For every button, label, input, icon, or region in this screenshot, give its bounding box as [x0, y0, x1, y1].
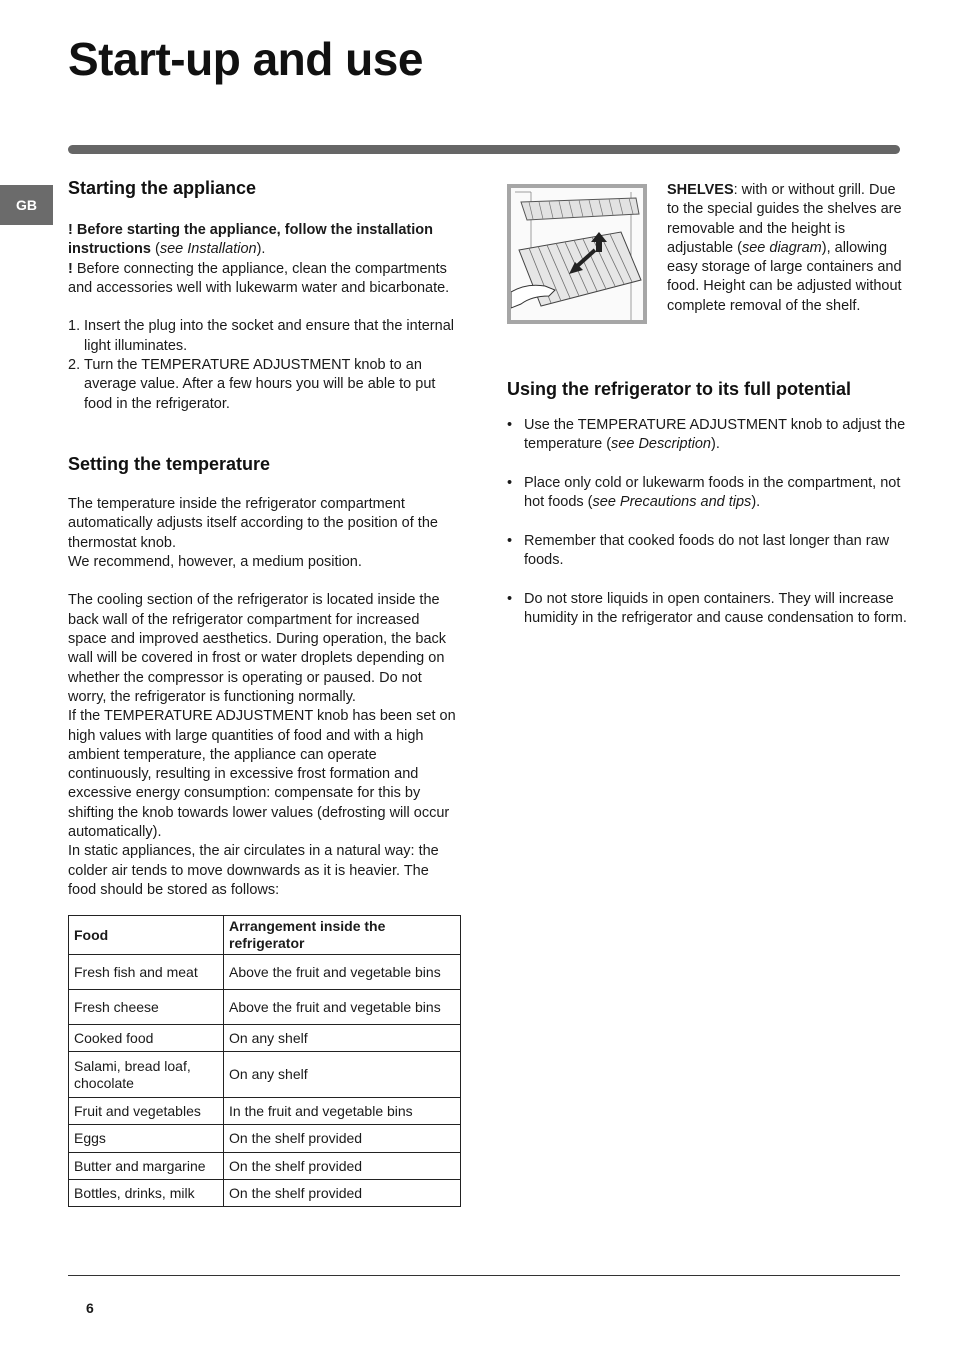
- table-cell: In the fruit and vegetable bins: [224, 1098, 461, 1125]
- temperature-paragraph: In static appliances, the air circulates in a natural way: the colder air tends to move downwards as it is heavier. The food should be stored as follows:: [68, 843, 439, 898]
- table-header-cell: Arrangement inside the refrigerator: [224, 916, 461, 955]
- table-row: [69, 990, 461, 1025]
- table-cell: Salami, bread loaf, chocolate: [69, 1052, 224, 1098]
- cleaning-warning: ! Before connecting the appliance, clean the compartments and accessories well with lukewarm water and bicarbonate.: [68, 260, 450, 296]
- shelf-adjust-illustration-icon: [511, 188, 643, 320]
- potential-heading: Using the refrigerator to its full potential: [507, 379, 852, 399]
- installation-warning: ! Before starting the appliance, follow the installation instructions (see Installation).: [68, 222, 433, 258]
- list-item: • Place only cold or lukewarm foods in the compartment, not hot foods (see Precautions and tips).: [507, 474, 907, 513]
- list-item: • Use the TEMPERATURE ADJUSTMENT knob to adjust the temperature (see Description).: [507, 416, 907, 455]
- table-cell: Fresh cheese: [69, 990, 224, 1025]
- table-cell: Above the fruit and vegetable bins: [224, 955, 461, 990]
- table-header-cell: Food: [69, 916, 224, 955]
- food-storage-table: [68, 915, 461, 1207]
- table-cell: On the shelf provided: [224, 1153, 461, 1180]
- table-row: [69, 1098, 461, 1125]
- page-title: Start-up and use: [68, 33, 423, 85]
- temperature-heading: Setting the temperature: [68, 453, 271, 474]
- list-item: • Do not store liquids in open containers. They will increase humidity in the refrigerator and cause condensation to form.: [507, 590, 907, 629]
- usage-tips-list: [507, 416, 907, 628]
- table-cell: On any shelf: [224, 1052, 461, 1098]
- table-cell: Bottles, drinks, milk: [69, 1180, 224, 1207]
- header-divider: [68, 145, 900, 154]
- table-cell: On the shelf provided: [224, 1180, 461, 1207]
- table-row: [69, 955, 461, 990]
- right-column: [507, 176, 907, 648]
- table-row: [69, 1052, 461, 1098]
- footer-divider: [68, 1275, 900, 1276]
- table-cell: Cooked food: [69, 1025, 224, 1052]
- table-row: [69, 1125, 461, 1153]
- table-cell: Fresh fish and meat: [69, 955, 224, 990]
- list-item: • Remember that cooked foods do not last longer than raw foods.: [507, 532, 907, 571]
- table-cell: Butter and margarine: [69, 1153, 224, 1180]
- temperature-paragraph: The cooling section of the refrigerator is located inside the back wall of the refrigerator compartment for increased space and improved aesthetics. During operation, the back wall will be covered in frost or water droplets depending on whether the compressor is operating or paused. Do not worry, the refrigerator is functioning normally.: [68, 592, 447, 705]
- table-cell: Eggs: [69, 1125, 224, 1153]
- table-row: [69, 1153, 461, 1180]
- startup-steps: [68, 317, 460, 413]
- table-row: [69, 1025, 461, 1052]
- table-row: [69, 1180, 461, 1207]
- shelves-description: SHELVES: with or without grill. Due to the special guides the shelves are removable and the height is adjustable (see diagram), allowing easy storage of large containers and food. Height can be adjusted without complete removal of the shelf.: [667, 182, 902, 314]
- table-cell: On any shelf: [224, 1025, 461, 1052]
- left-column: [68, 176, 460, 1207]
- temperature-paragraph: The temperature inside the refrigerator compartment automatically adjusts itself according to the position of the thermostat knob.: [68, 495, 438, 551]
- table-cell: Fruit and vegetables: [69, 1098, 224, 1125]
- table-cell: On the shelf provided: [224, 1125, 461, 1153]
- list-item: 1. Insert the plug into the socket and ensure that the internal light illuminates.: [68, 318, 454, 354]
- shelf-diagram: [507, 184, 647, 324]
- temperature-paragraph: We recommend, however, a medium position.: [68, 553, 362, 570]
- table-cell: Above the fruit and vegetable bins: [224, 990, 461, 1025]
- shelves-section: [507, 176, 907, 341]
- language-tab: GB: [0, 185, 53, 225]
- page-number: 6: [86, 1300, 94, 1316]
- list-item: 2. Turn the TEMPERATURE ADJUSTMENT knob to an average value. After a few hours you will be able to put food in the refrigerator.: [68, 357, 436, 412]
- temperature-paragraph: If the TEMPERATURE ADJUSTMENT knob has been set on high values with large quantities of food and with a high ambient temperature, the appliance can operate continuously, resulting in excessive frost formation and excessive energy consumption: compensate for this by shifting the knob towards lower values (defrosting will occur automatically).: [68, 708, 456, 841]
- starting-heading: Starting the appliance: [68, 178, 257, 198]
- table-header-row: [69, 916, 461, 955]
